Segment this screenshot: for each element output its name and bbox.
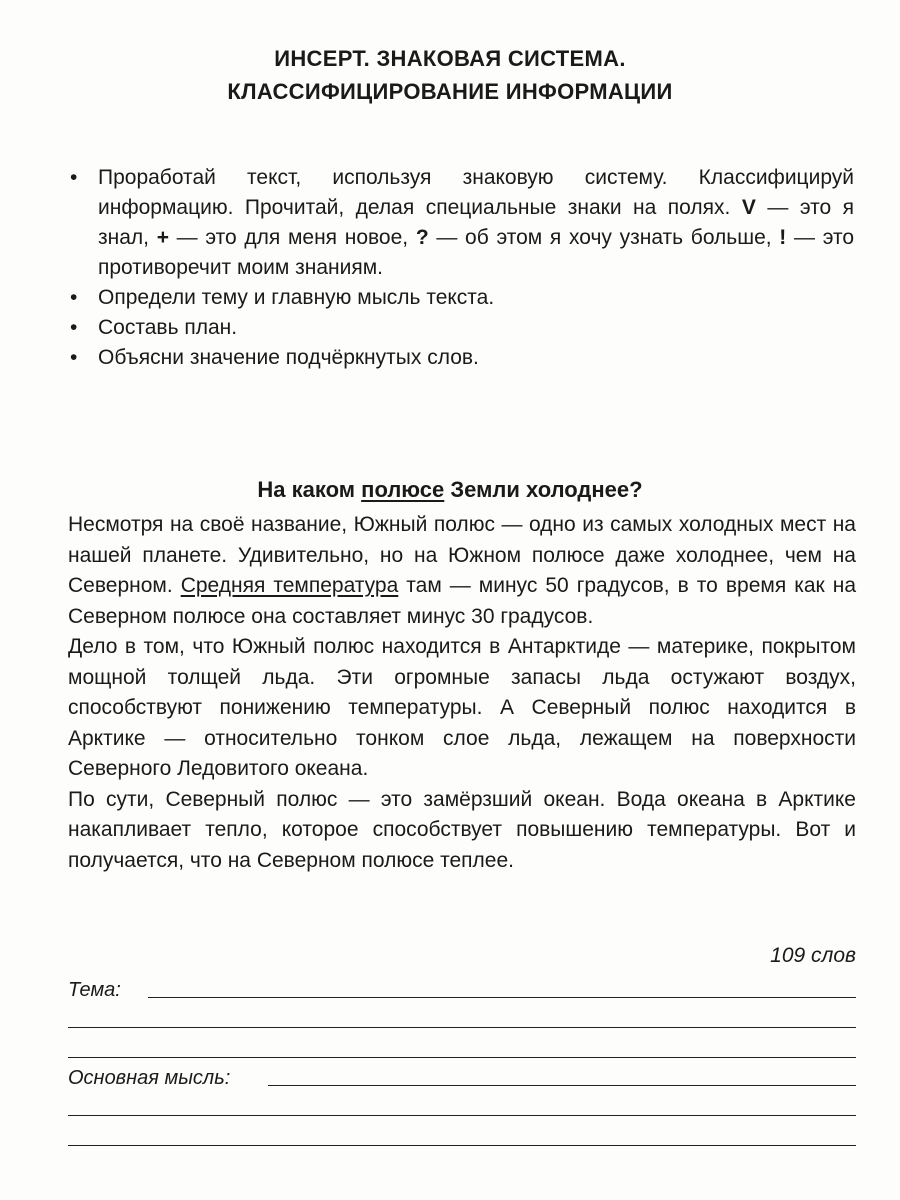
paragraph: По сути, Северный полюс — это замёрзший океан. Вода океана в Арктике накапливает тепло, которое способствует повышению температуры. Вот и получается, что на Северном полюсе теплее.	[68, 787, 856, 872]
theme-label: Тема:	[68, 979, 121, 1001]
symbol-exclamation: !	[779, 226, 787, 249]
symbol-v: V	[741, 196, 756, 219]
answer-line-row[interactable]	[68, 1122, 856, 1152]
answer-line	[68, 1057, 856, 1058]
answer-line	[68, 1027, 856, 1028]
answer-line-row[interactable]	[68, 1034, 856, 1064]
paragraph: Несмотря на своё название, Южный полюс — одно из самых холодных мест на нашей планете. Удивительно, но на Южном полюсе даже холоднее, чем на Северном. Средняя температура там — минус 50 градусов, в то время как на Северном полюсе она составляет минус 30 градусов.	[68, 513, 856, 628]
task-text: Объясни значение подчёркнутых слов.	[98, 346, 479, 369]
paragraph: Дело в том, что Южный полюс находится в Антарктиде — материке, покрытом мощной толщей льда. Эти огромные запасы льда остужают воздух, способствуют понижению температуры. А Северный полюс находится в Арктике — относительно тонком слое льда, лежащем на поверхности Северного Ледовитого океана.	[68, 635, 856, 780]
theme-field[interactable]	[68, 974, 856, 1004]
task-item	[68, 343, 854, 373]
story-text	[68, 510, 856, 876]
underlined-word: полюсе	[361, 477, 445, 502]
bullet-icon: •	[70, 166, 78, 189]
main-idea-label: Основная мысль:	[68, 1067, 231, 1089]
worksheet-header	[0, 42, 900, 108]
main-idea-field[interactable]	[68, 1062, 856, 1092]
task-text: Составь план.	[98, 316, 238, 339]
underlined-word: Средняя температура	[180, 574, 399, 597]
task-text: Проработай текст, используя знаковую систему. Классифицируй информацию. Прочитай, делая специальные знаки на полях. V — это я знал, + — это для меня новое, ? — об этом я хочу узнать больше, ! — это противоречит моим знаниям.	[98, 166, 855, 279]
answer-line	[268, 1085, 856, 1086]
symbol-plus: +	[156, 226, 169, 249]
answer-line-row[interactable]	[68, 1092, 856, 1122]
task-item	[68, 313, 854, 343]
bullet-icon: •	[70, 346, 78, 369]
answer-line	[68, 1115, 856, 1116]
story-title: На каком полюсе Земли холоднее?	[257, 477, 643, 502]
bullet-icon: •	[70, 286, 78, 309]
answer-line-row[interactable]	[68, 1004, 856, 1034]
word-count: 109 слов	[770, 944, 856, 967]
task-item	[68, 283, 854, 313]
answer-line	[68, 1145, 856, 1146]
symbol-question: ?	[415, 226, 429, 249]
task-text: Определи тему и главную мысль текста.	[98, 286, 495, 309]
answer-line	[148, 997, 856, 998]
header-line-2: КЛАССИФИЦИРОВАНИЕ ИНФОРМАЦИИ	[227, 79, 673, 104]
task-item	[68, 163, 854, 283]
bullet-icon: •	[70, 316, 78, 339]
header-line-1: ИНСЕРТ. ЗНАКОВАЯ СИСТЕМА.	[274, 46, 626, 71]
task-list	[68, 163, 854, 373]
